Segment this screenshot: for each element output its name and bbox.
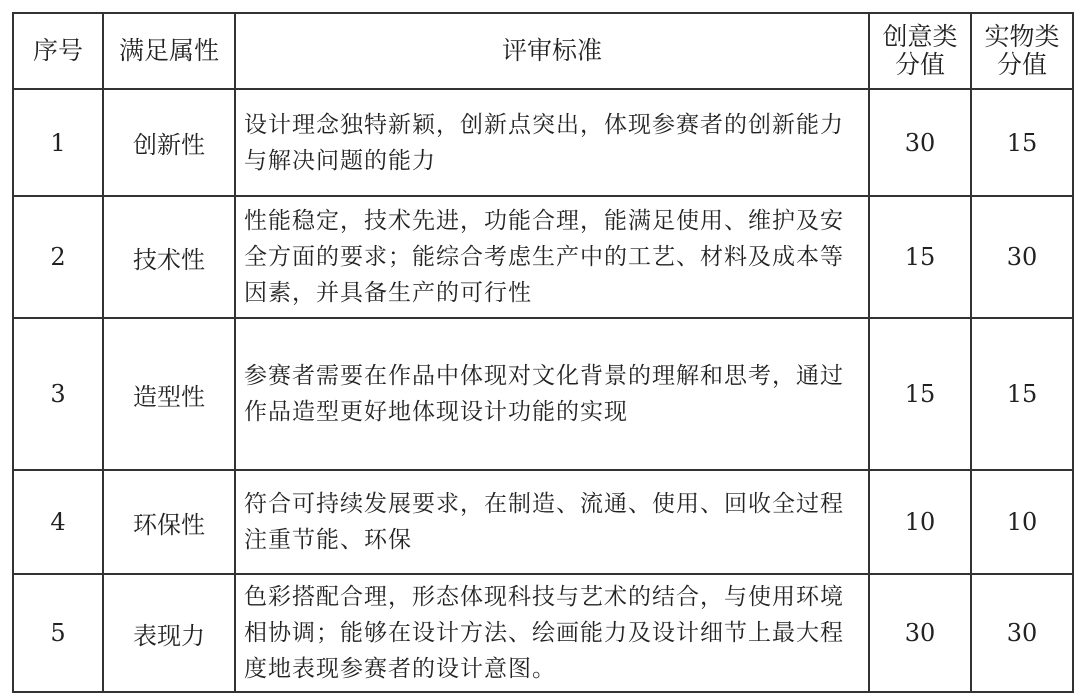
header-creative-score [869, 13, 971, 89]
header-creative-line1: 创意类 [882, 22, 958, 51]
row-attribute: 表现力 [103, 574, 235, 692]
scoring-criteria-table [12, 12, 1074, 693]
header-attribute: 满足属性 [103, 13, 235, 89]
row-physical-score: 15 [971, 89, 1073, 196]
row-creative-score: 10 [869, 470, 971, 574]
row-physical-score: 10 [971, 470, 1073, 574]
row-index: 4 [13, 470, 103, 574]
row-attribute: 造型性 [103, 318, 235, 470]
row-attribute: 技术性 [103, 196, 235, 318]
row-criteria: 符合可持续发展要求，在制造、流通、使用、回收全过程注重节能、环保 [235, 470, 869, 574]
row-index: 3 [13, 318, 103, 470]
header-index: 序号 [13, 13, 103, 89]
row-physical-score: 30 [971, 196, 1073, 318]
row-criteria: 参赛者需要在作品中体现对文化背景的理解和思考，通过作品造型更好地体现设计功能的实现 [235, 318, 869, 470]
row-creative-score: 15 [869, 318, 971, 470]
row-criteria: 性能稳定，技术先进，功能合理，能满足使用、维护及安全方面的要求；能综合考虑生产中的工艺、材料及成本等因素，并具备生产的可行性 [235, 196, 869, 318]
header-creative-line2: 分值 [894, 50, 945, 79]
table-row [13, 470, 1073, 574]
row-physical-score: 15 [971, 318, 1073, 470]
table-row [13, 574, 1073, 692]
row-index: 5 [13, 574, 103, 692]
row-criteria: 设计理念独特新颖，创新点突出，体现参赛者的创新能力与解决问题的能力 [235, 89, 869, 196]
header-criteria: 评审标准 [235, 13, 869, 89]
table-row [13, 196, 1073, 318]
row-index: 2 [13, 196, 103, 318]
row-index: 1 [13, 89, 103, 196]
row-creative-score: 30 [869, 89, 971, 196]
row-creative-score: 15 [869, 196, 971, 318]
row-creative-score: 30 [869, 574, 971, 692]
header-physical-line1: 实物类 [984, 22, 1060, 51]
row-physical-score: 30 [971, 574, 1073, 692]
table-row [13, 318, 1073, 470]
row-criteria: 色彩搭配合理，形态体现科技与艺术的结合，与使用环境相协调；能够在设计方法、绘画能力及设计细节上最大程度地表现参赛者的设计意图。 [235, 574, 869, 692]
row-attribute: 环保性 [103, 470, 235, 574]
table-row [13, 89, 1073, 196]
row-attribute: 创新性 [103, 89, 235, 196]
header-physical-line2: 分值 [996, 50, 1047, 79]
table-header-row [13, 13, 1073, 89]
header-physical-score [971, 13, 1073, 89]
